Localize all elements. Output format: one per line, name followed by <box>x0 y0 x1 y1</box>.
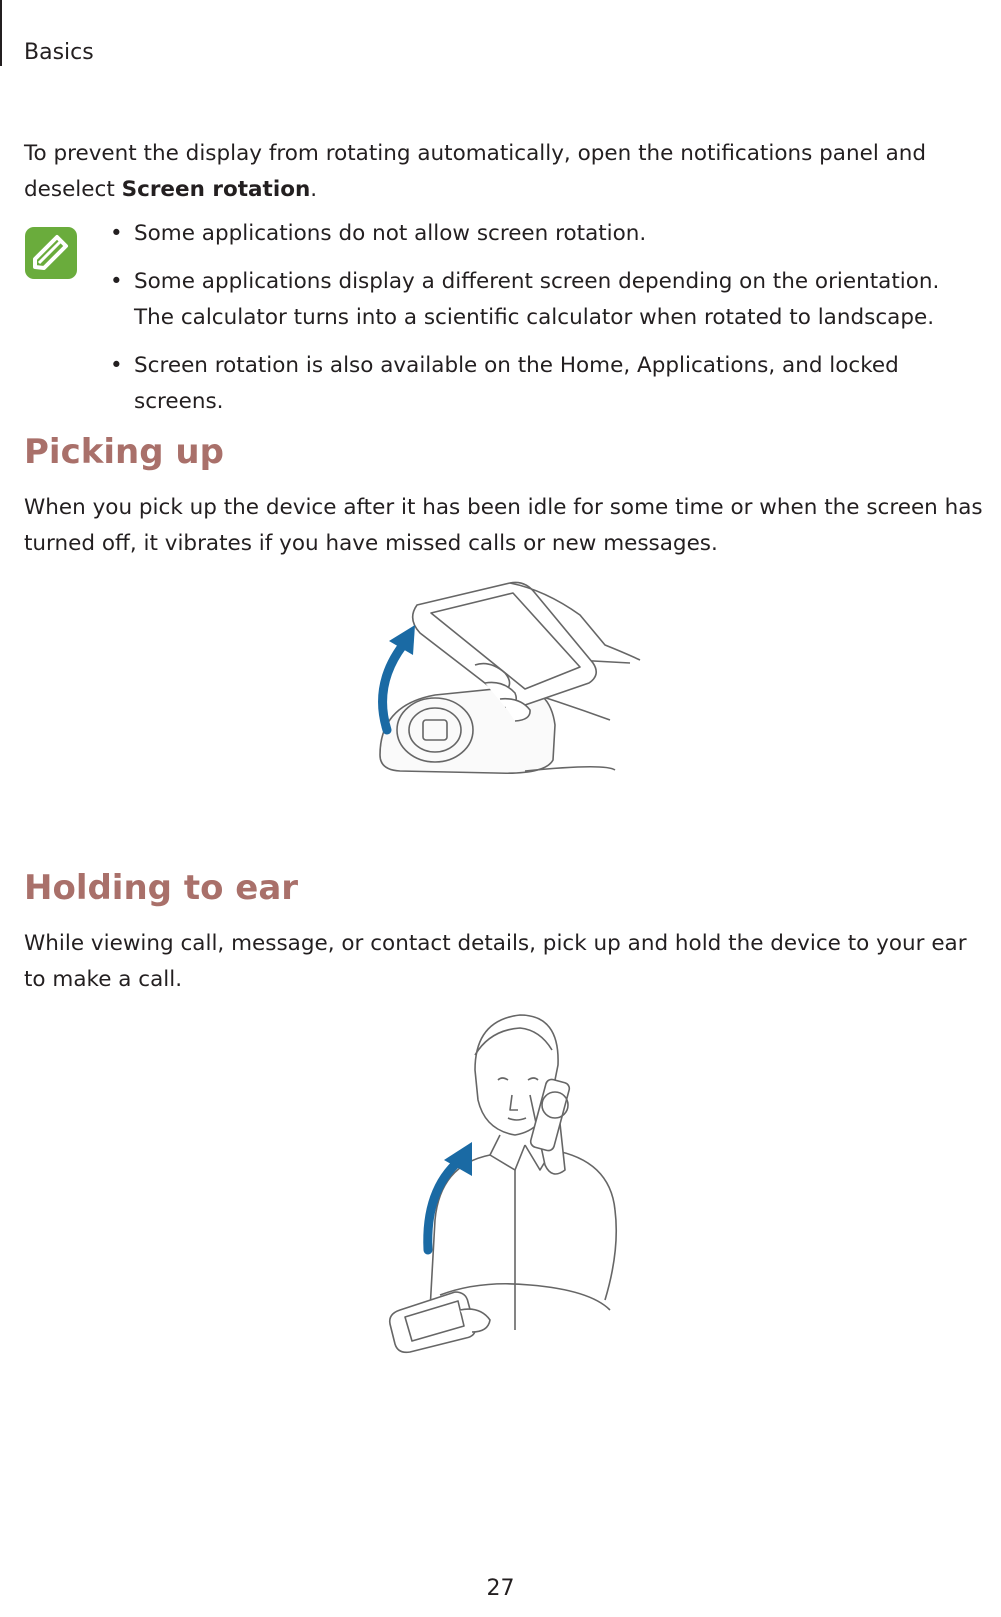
bullet-icon: • <box>110 269 123 294</box>
note-item-text: Some applications display a different screen depending on the orientation. The calculator turns into a scientific calculator when rotated to landscape. <box>134 269 940 330</box>
picking-up-paragraph: When you pick up the device after it has been idle for some time or when the screen has turned off, it vibrates if you have missed calls or new messages. <box>24 495 983 556</box>
holding-to-ear-illustration <box>380 1010 650 1370</box>
intro-text: To prevent the display from rotating automatically, open the notifications panel and deselect <box>24 141 927 202</box>
picking-up-illustration <box>375 575 655 805</box>
note-item <box>110 216 980 252</box>
holding-to-ear-paragraph: While viewing call, message, or contact details, pick up and hold the device to your ear to make a call. <box>24 931 967 992</box>
page-number: 27 <box>486 1576 515 1601</box>
screen-rotation-label: Screen rotation <box>121 177 311 202</box>
note-item <box>110 348 980 420</box>
bullet-icon: • <box>110 353 123 378</box>
note-list <box>110 216 980 432</box>
note-item-text: Some applications do not allow screen rotation. <box>134 221 647 246</box>
holding-to-ear-heading: Holding to ear <box>24 868 299 908</box>
note-pencil-icon <box>24 226 78 280</box>
section-label: Basics <box>24 40 94 65</box>
note-item <box>110 264 980 336</box>
header-rule <box>0 0 2 66</box>
intro-period: . <box>310 177 318 202</box>
picking-up-heading: Picking up <box>24 432 224 472</box>
intro-paragraph <box>24 136 984 208</box>
note-item-text: Screen rotation is also available on the Home, Applications, and locked screens. <box>134 353 899 414</box>
bullet-icon: • <box>110 221 123 246</box>
